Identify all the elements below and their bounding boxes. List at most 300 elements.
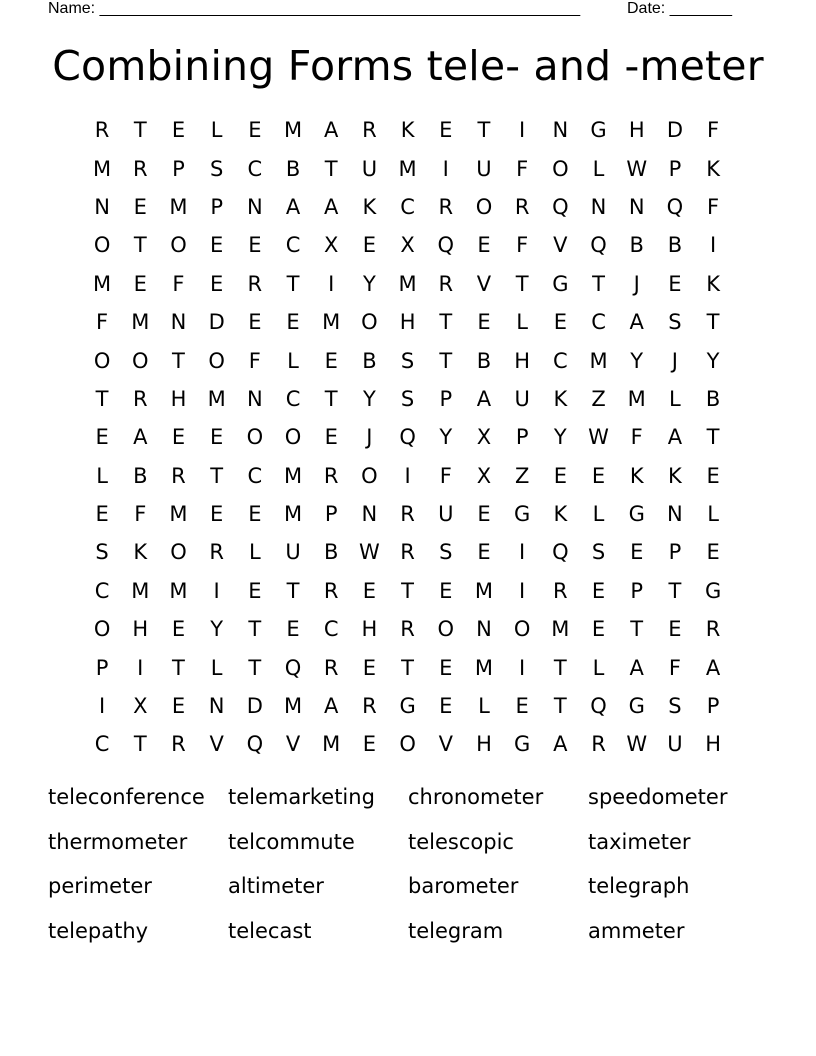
- grid-letter: B: [133, 463, 148, 488]
- grid-letter: E: [133, 271, 147, 296]
- grid-letter: W: [626, 732, 648, 757]
- grid-row: [83, 495, 733, 533]
- grid-letter: E: [706, 540, 720, 565]
- grid-letter: M: [169, 194, 188, 219]
- grid-letter: H: [132, 617, 149, 642]
- grid-letter: O: [361, 463, 378, 488]
- grid-letter: T: [553, 694, 567, 719]
- grid-letter: H: [705, 732, 721, 757]
- grid-letter: K: [706, 271, 720, 296]
- grid-letter: F: [172, 271, 185, 296]
- grid-letter: R: [553, 578, 568, 603]
- grid-letter: N: [628, 194, 645, 219]
- grid-letter: S: [400, 386, 415, 411]
- word-list-item: telcommute: [228, 829, 355, 854]
- grid-letter: Q: [246, 732, 264, 757]
- grid-letter: I: [404, 463, 411, 488]
- grid-letter: R: [591, 732, 606, 757]
- grid-letter: M: [322, 732, 341, 757]
- grid-letter: P: [630, 578, 644, 603]
- grid-letter: Q: [552, 540, 569, 565]
- grid-letter: I: [442, 156, 449, 181]
- grid-letter: E: [591, 617, 606, 642]
- grid-letter: P: [515, 425, 529, 450]
- grid-row: [83, 572, 733, 610]
- grid-letter: N: [94, 194, 110, 219]
- grid-letter: R: [705, 617, 721, 642]
- word-list-item: barometer: [408, 874, 519, 898]
- grid-letter: E: [477, 502, 491, 527]
- grid-letter: M: [93, 271, 112, 296]
- grid-letter: P: [668, 156, 682, 181]
- grid-letter: H: [399, 310, 416, 335]
- grid-letter: U: [476, 156, 492, 181]
- grid-letter: A: [324, 118, 339, 143]
- grid-letter: L: [210, 655, 223, 680]
- grid-letter: L: [287, 348, 299, 373]
- grid-letter: E: [668, 617, 682, 642]
- word-list-item: chronometer: [408, 785, 544, 809]
- grid-letter: O: [399, 732, 416, 757]
- grid-letter: L: [96, 463, 108, 488]
- grid-letter: E: [248, 118, 262, 143]
- grid-letter: M: [93, 156, 112, 181]
- grid-letter: M: [169, 578, 188, 603]
- grid-letter: M: [551, 617, 570, 642]
- grid-letter: L: [592, 156, 605, 181]
- grid-row: [83, 303, 733, 341]
- grid-letter: R: [400, 502, 415, 527]
- grid-letter: N: [667, 502, 683, 527]
- grid-letter: R: [323, 463, 339, 488]
- grid-letter: Q: [399, 425, 416, 450]
- grid-letter: E: [210, 502, 224, 527]
- grid-letter: Y: [439, 425, 453, 450]
- grid-letter: E: [591, 463, 606, 488]
- grid-letter: E: [286, 617, 300, 642]
- grid-letter: E: [95, 425, 109, 450]
- grid-letter: K: [553, 386, 568, 411]
- grid-letter: L: [592, 655, 605, 680]
- grid-letter: L: [707, 502, 719, 527]
- grid-letter: J: [633, 271, 640, 296]
- grid-letter: M: [283, 118, 303, 143]
- grid-letter: I: [519, 578, 526, 603]
- grid-letter: F: [516, 156, 529, 181]
- grid-letter: C: [323, 617, 339, 642]
- word-list-item: telescopic: [408, 829, 514, 854]
- grid-letter: C: [553, 348, 568, 373]
- grid-letter: N: [476, 617, 492, 642]
- grid-letter: F: [707, 118, 720, 143]
- grid-letter: E: [439, 118, 453, 143]
- grid-letter: R: [94, 118, 110, 143]
- grid-letter: V: [285, 732, 301, 757]
- grid-letter: E: [324, 348, 338, 373]
- grid-letter: M: [283, 502, 303, 527]
- word-list: [48, 775, 788, 953]
- grid-letter: T: [439, 348, 453, 373]
- grid-letter: E: [553, 463, 567, 488]
- grid-letter: E: [248, 502, 262, 527]
- grid-letter: T: [286, 578, 300, 603]
- grid-letter: T: [668, 578, 682, 603]
- grid-letter: L: [592, 502, 605, 527]
- grid-letter: N: [246, 386, 263, 411]
- grid-letter: I: [519, 540, 526, 565]
- grid-letter: N: [208, 694, 225, 719]
- grid-letter: U: [667, 732, 683, 757]
- grid-letter: M: [131, 310, 150, 335]
- grid-letter: H: [476, 732, 492, 757]
- grid-letter: V: [553, 233, 568, 258]
- grid-letter: W: [588, 425, 609, 450]
- grid-letter: S: [400, 348, 415, 373]
- grid-letter: R: [400, 540, 415, 565]
- grid-letter: O: [246, 425, 264, 450]
- grid-letter: E: [248, 578, 262, 603]
- word-search-grid: [83, 111, 733, 764]
- grid-letter: K: [553, 502, 568, 527]
- grid-letter: G: [704, 578, 722, 603]
- grid-letter: T: [248, 655, 262, 680]
- grid-letter: O: [284, 425, 302, 450]
- grid-letter: N: [590, 194, 607, 219]
- grid-letter: O: [361, 310, 378, 335]
- grid-letter: V: [209, 732, 224, 757]
- grid-letter: A: [324, 694, 339, 719]
- grid-row: [83, 457, 733, 495]
- grid-letter: Z: [514, 463, 530, 488]
- grid-letter: X: [476, 425, 492, 450]
- grid-letter: M: [322, 310, 341, 335]
- grid-letter: I: [519, 655, 526, 680]
- grid-letter: M: [131, 578, 150, 603]
- grid-letter: F: [439, 463, 452, 488]
- date-field-label: Date: _______: [627, 0, 732, 17]
- grid-letter: T: [95, 386, 109, 411]
- word-list-item: perimeter: [48, 874, 152, 898]
- grid-letter: E: [439, 578, 453, 603]
- grid-letter: N: [246, 194, 263, 219]
- grid-letter: E: [477, 233, 491, 258]
- grid-letter: O: [132, 348, 149, 373]
- grid-letter: E: [171, 617, 186, 642]
- grid-letter: J: [671, 348, 678, 373]
- grid-letter: E: [171, 694, 186, 719]
- grid-letter: T: [401, 578, 414, 603]
- grid-letter: R: [247, 271, 263, 296]
- grid-letter: O: [93, 348, 111, 373]
- grid-letter: E: [553, 310, 567, 335]
- grid-letter: I: [213, 578, 220, 603]
- grid-letter: F: [630, 425, 643, 450]
- grid-letter: S: [209, 156, 224, 181]
- grid-letter: T: [477, 118, 491, 143]
- grid-letter: G: [514, 502, 531, 527]
- grid-letter: O: [93, 233, 111, 258]
- grid-letter: O: [552, 156, 569, 181]
- grid-letter: K: [629, 463, 644, 488]
- grid-letter: A: [476, 386, 492, 411]
- grid-letter: G: [399, 694, 416, 719]
- grid-letter: O: [170, 540, 187, 565]
- grid-letter: W: [626, 156, 648, 181]
- grid-letter: Y: [706, 348, 720, 373]
- grid-letter: A: [133, 425, 148, 450]
- grid-letter: X: [476, 463, 492, 488]
- grid-letter: S: [439, 540, 453, 565]
- grid-letter: E: [210, 233, 224, 258]
- grid-letter: Q: [437, 233, 455, 258]
- grid-row: [83, 648, 733, 686]
- grid-letter: E: [324, 425, 338, 450]
- grid-letter: T: [706, 310, 720, 335]
- grid-letter: L: [210, 118, 223, 143]
- grid-letter: B: [362, 348, 377, 373]
- grid-letter: P: [324, 502, 338, 527]
- grid-letter: T: [324, 386, 338, 411]
- grid-letter: D: [208, 310, 225, 335]
- grid-letter: M: [474, 655, 494, 680]
- grid-letter: T: [133, 118, 147, 143]
- grid-letter: E: [515, 694, 529, 719]
- grid-letter: H: [170, 386, 187, 411]
- grid-letter: E: [286, 310, 300, 335]
- word-list-item: thermometer: [48, 829, 188, 854]
- grid-letter: C: [285, 233, 301, 258]
- grid-letter: T: [210, 463, 224, 488]
- grid-letter: A: [629, 310, 644, 335]
- grid-letter: S: [95, 540, 109, 565]
- grid-letter: I: [328, 271, 335, 296]
- grid-letter: E: [630, 540, 644, 565]
- grid-letter: M: [398, 271, 417, 296]
- grid-letter: E: [210, 425, 224, 450]
- grid-letter: I: [709, 233, 717, 258]
- grid-letter: C: [591, 310, 606, 335]
- grid-row: [83, 533, 733, 571]
- grid-letter: Z: [591, 386, 606, 411]
- grid-letter: E: [439, 694, 453, 719]
- grid-letter: I: [98, 694, 106, 719]
- grid-letter: H: [628, 118, 645, 143]
- grid-letter: T: [401, 655, 414, 680]
- word-list-item: teleconference: [48, 785, 205, 809]
- grid-letter: V: [476, 271, 492, 296]
- grid-letter: O: [437, 617, 455, 642]
- grid-letter: T: [133, 732, 147, 757]
- grid-letter: T: [515, 271, 529, 296]
- grid-letter: Y: [362, 386, 376, 411]
- grid-letter: T: [592, 271, 605, 296]
- grid-letter: E: [362, 233, 377, 258]
- grid-letter: T: [248, 617, 262, 642]
- grid-letter: C: [94, 578, 110, 603]
- grid-row: [83, 610, 733, 648]
- grid-letter: M: [627, 386, 646, 411]
- grid-row: [83, 188, 733, 226]
- grid-letter: C: [247, 156, 263, 181]
- grid-letter: M: [474, 578, 494, 603]
- grid-letter: A: [667, 425, 683, 450]
- grid-letter: R: [362, 694, 377, 719]
- grid-letter: M: [589, 348, 608, 373]
- grid-letter: R: [438, 271, 454, 296]
- grid-letter: X: [400, 233, 415, 258]
- grid-letter: P: [95, 655, 109, 680]
- grid-letter: E: [248, 310, 262, 335]
- grid-letter: L: [669, 386, 681, 411]
- grid-letter: T: [324, 156, 338, 181]
- grid-letter: I: [519, 118, 526, 143]
- word-list-item: telemarketing: [228, 785, 375, 809]
- grid-letter: X: [324, 233, 339, 258]
- grid-letter: N: [361, 502, 378, 527]
- grid-row: [83, 341, 733, 379]
- grid-letter: R: [171, 732, 186, 757]
- grid-letter: Q: [590, 694, 607, 719]
- grid-letter: Q: [284, 655, 302, 680]
- word-list-item: telepathy: [48, 918, 149, 943]
- grid-letter: N: [170, 310, 187, 335]
- grid-letter: N: [552, 118, 569, 143]
- grid-letter: M: [283, 463, 303, 488]
- grid-letter: B: [324, 540, 339, 565]
- grid-letter: Q: [590, 233, 607, 258]
- grid-letter: P: [210, 194, 223, 219]
- grid-letter: E: [477, 540, 491, 565]
- grid-letter: T: [172, 655, 185, 680]
- grid-letter: T: [286, 271, 300, 296]
- grid-letter: P: [439, 386, 453, 411]
- grid-row: [83, 226, 733, 264]
- grid-letter: F: [248, 348, 261, 373]
- grid-letter: K: [362, 194, 377, 219]
- grid-letter: P: [706, 694, 720, 719]
- grid-letter: M: [398, 156, 417, 181]
- grid-letter: A: [285, 194, 301, 219]
- grid-letter: U: [361, 156, 378, 181]
- grid-letter: W: [359, 540, 380, 565]
- grid-letter: H: [361, 617, 378, 642]
- grid-letter: A: [629, 655, 644, 680]
- grid-letter: G: [628, 502, 645, 527]
- grid-letter: S: [591, 540, 606, 565]
- grid-letter: T: [706, 425, 720, 450]
- grid-letter: E: [171, 118, 186, 143]
- grid-letter: T: [172, 348, 185, 373]
- grid-letter: H: [514, 348, 531, 373]
- grid-letter: U: [438, 502, 454, 527]
- grid-letter: R: [362, 118, 377, 143]
- grid-letter: O: [208, 348, 225, 373]
- grid-letter: J: [366, 425, 373, 450]
- grid-letter: F: [668, 655, 681, 680]
- grid-letter: L: [248, 540, 261, 565]
- grid-letter: R: [323, 578, 339, 603]
- grid-letter: U: [285, 540, 301, 565]
- grid-letter: D: [246, 694, 263, 719]
- grid-row: [83, 418, 733, 456]
- grid-letter: E: [362, 578, 377, 603]
- grid-letter: S: [668, 310, 682, 335]
- grid-letter: C: [94, 732, 110, 757]
- grid-letter: E: [477, 310, 491, 335]
- grid-letter: E: [591, 578, 606, 603]
- grid-letter: G: [552, 271, 569, 296]
- grid-letter: F: [707, 194, 720, 219]
- grid-letter: Y: [210, 617, 224, 642]
- grid-letter: E: [439, 655, 453, 680]
- grid-letter: B: [667, 233, 683, 258]
- grid-letter: Y: [630, 348, 644, 373]
- name-field-label: Name: ______________________________________________________: [48, 0, 581, 17]
- grid-row: [83, 687, 733, 725]
- word-list-item: ammeter: [588, 918, 685, 943]
- grid-letter: O: [170, 233, 187, 258]
- grid-row: [83, 111, 733, 149]
- grid-letter: B: [705, 386, 721, 411]
- grid-letter: O: [513, 617, 531, 642]
- grid-letter: G: [628, 694, 645, 719]
- grid-letter: U: [514, 386, 530, 411]
- grid-letter: B: [285, 156, 301, 181]
- grid-letter: B: [629, 233, 644, 258]
- grid-letter: E: [706, 463, 720, 488]
- grid-letter: M: [207, 386, 226, 411]
- grid-letter: K: [133, 540, 148, 565]
- grid-letter: Y: [362, 271, 376, 296]
- grid-letter: Y: [553, 425, 567, 450]
- grid-letter: A: [324, 194, 339, 219]
- grid-letter: R: [209, 540, 224, 565]
- grid-letter: T: [439, 310, 453, 335]
- grid-letter: R: [323, 655, 339, 680]
- grid-row: [83, 265, 733, 303]
- grid-letter: R: [438, 194, 454, 219]
- grid-letter: O: [93, 617, 111, 642]
- grid-letter: R: [514, 194, 530, 219]
- grid-letter: P: [668, 540, 682, 565]
- grid-letter: Q: [666, 194, 684, 219]
- grid-letter: E: [248, 233, 262, 258]
- grid-letter: G: [514, 732, 531, 757]
- grid-letter: Q: [552, 194, 569, 219]
- word-list-item: telegraph: [588, 874, 690, 898]
- grid-letter: X: [133, 694, 148, 719]
- grid-row: [83, 380, 733, 418]
- grid-letter: R: [132, 386, 148, 411]
- grid-letter: K: [668, 463, 682, 488]
- grid-letter: V: [438, 732, 453, 757]
- grid-letter: E: [362, 655, 377, 680]
- grid-letter: L: [516, 310, 528, 335]
- word-list-item: altimeter: [228, 874, 324, 898]
- grid-letter: E: [210, 271, 224, 296]
- grid-letter: D: [666, 118, 683, 143]
- grid-letter: M: [169, 502, 188, 527]
- grid-letter: R: [171, 463, 186, 488]
- grid-letter: K: [400, 118, 415, 143]
- grid-letter: K: [706, 156, 720, 181]
- grid-letter: E: [95, 502, 109, 527]
- grid-letter: E: [133, 194, 147, 219]
- grid-letter: E: [171, 425, 186, 450]
- grid-letter: F: [96, 310, 109, 335]
- word-list-item: telegram: [408, 918, 504, 943]
- grid-letter: S: [668, 694, 682, 719]
